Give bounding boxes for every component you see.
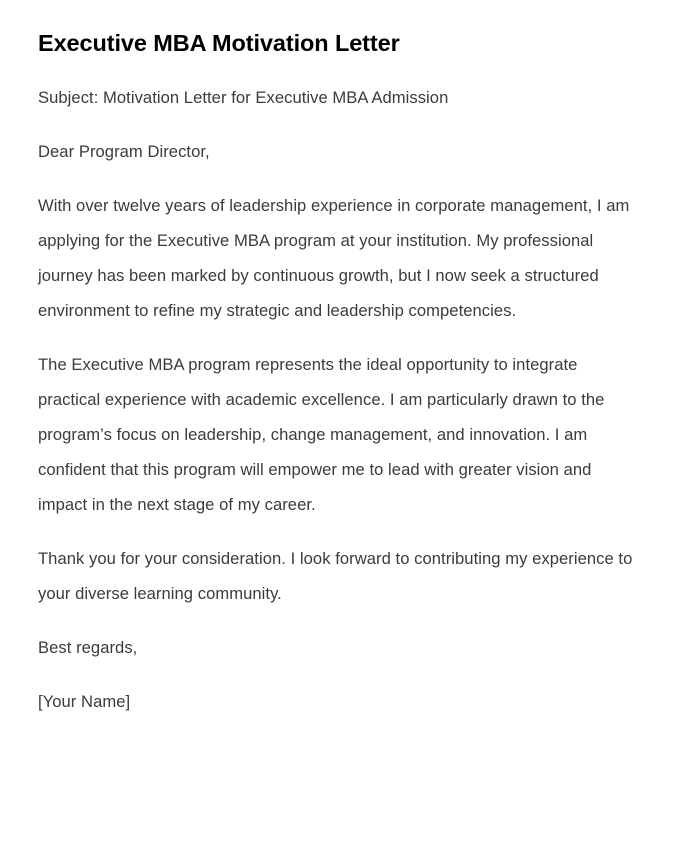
body-paragraph-1: With over twelve years of leadership experience in corporate management, I am applying for the Executive MBA program at your institution. My professional journey has been marked by continuous growth, but I now seek a structured environment to refine my strategic and leadership competencies. [38, 196, 630, 320]
letter-body [38, 80, 642, 719]
salutation: Dear Program Director, [38, 142, 210, 161]
page-title: Executive MBA Motivation Letter [38, 30, 400, 56]
body-paragraph-3: Thank you for your consideration. I look forward to contributing my experience to your diverse learning community. [38, 549, 633, 603]
closing-line: Best regards, [38, 638, 138, 657]
subject-line: Subject: Motivation Letter for Executive MBA Admission [38, 88, 449, 107]
body-paragraph-2: The Executive MBA program represents the ideal opportunity to integrate practical experience with academic excellence. I am particularly drawn to the program’s focus on leadership, change management, and innovation. I am confident that this program will empower me to lead with greater vision and impact in the next stage of my career. [38, 355, 605, 514]
signature-placeholder: [Your Name] [38, 692, 131, 711]
